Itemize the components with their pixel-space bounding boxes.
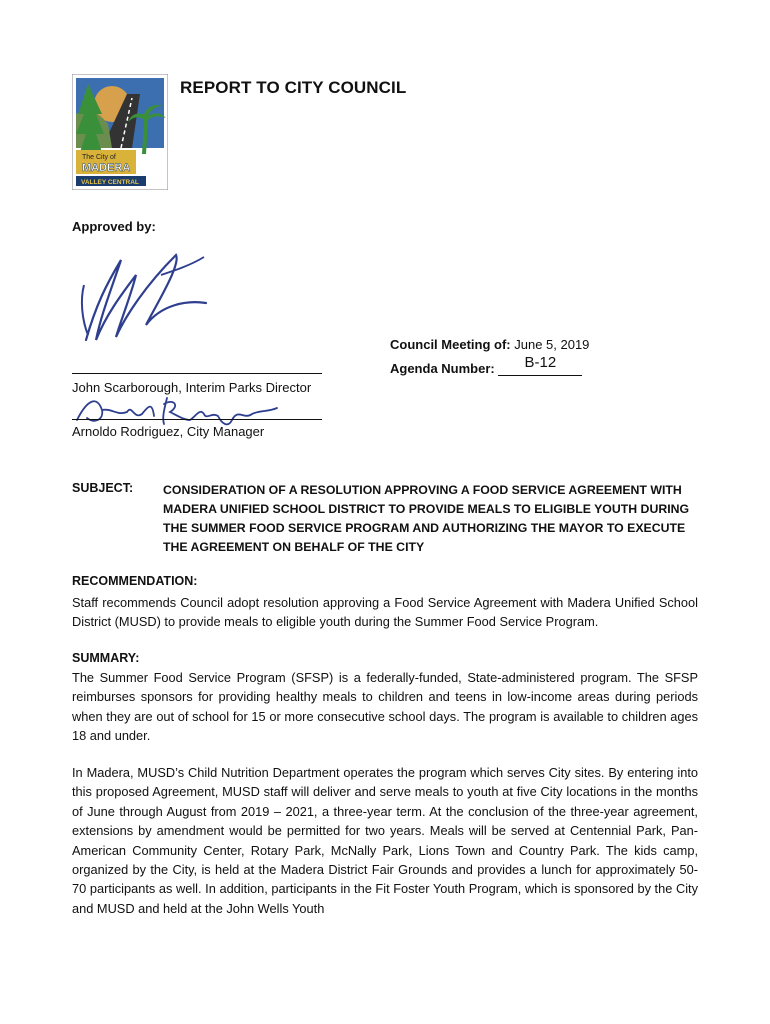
subject-text: CONSIDERATION OF A RESOLUTION APPROVING A FOOD SERVICE AGREEMENT WITH MADERA UNIFIED SCHOOL DISTRICT TO PROVIDE MEALS TO ELIGIBLE YOUTH DURING THE SUMMER FOOD SERVICE PROGRAM AND AUTHORIZING THE MAYOR TO EXECUTE THE AGREEMENT ON BEHALF OF THE CITY (163, 483, 690, 554)
signature-scarborough (66, 245, 216, 345)
recommendation-text: Staff recommends Council adopt resolution approving a Food Service Agreement with Madera Unified School District (MUSD) to provide meals to eligible youth during the Summer Food Service Program. (72, 595, 698, 630)
signature-line-1 (72, 373, 322, 374)
council-meeting (390, 337, 589, 352)
subject-label: SUBJECT: (72, 481, 134, 495)
council-meeting-date: June 5, 2019 (514, 337, 590, 352)
agenda-number (390, 354, 582, 376)
city-of-madera-logo (72, 74, 168, 190)
agenda-number-label: Agenda Number: (390, 361, 495, 376)
agenda-number-field (498, 354, 582, 376)
summary-heading: SUMMARY: (72, 651, 140, 665)
signature-line-2 (72, 419, 322, 420)
council-meeting-label: Council Meeting of: (390, 337, 511, 352)
approved-by-label: Approved by: (72, 219, 156, 234)
recommendation-heading: RECOMMENDATION: (72, 574, 198, 588)
logo-line3: VALLEY CENTRAL (81, 179, 139, 186)
signatory-2-name: Arnoldo Rodriguez, City Manager (72, 424, 265, 439)
summary-paragraph-2: In Madera, MUSD’s Child Nutrition Department operates the program which serves City sites. By entering into this proposed Agreement, MUSD staff will deliver and serve meals to youth at five City locations in the months of June through August from 2019 – 2021, a three-year term. At the conclusion of the three-year agreement, extensions by amendment would be permitted for two years. Meals will be served at Centennial Park, Pan-American Community Center, Rotary Park, McNally Park, Lions Town and Country Park. The kids camp, organized by the City, is held at the Madera District Fair Grounds and provides a lunch for approximately 50-70 participants as well. In addition, participants in the Fit Foster Youth Program, which is sponsored by the City and MUSD and held at the John Wells Youth (72, 765, 698, 916)
page-title: REPORT TO CITY COUNCIL (180, 78, 407, 97)
logo-line2: MADERA (82, 162, 131, 174)
logo-line1: The City of (82, 154, 116, 161)
summary-paragraph-1: The Summer Food Service Program (SFSP) is a federally-funded, State-administered program. The SFSP reimburses sponsors for providing healthy meals to children and teens in low-income areas during periods when they are out of school for 15 or more consecutive school days. The program is available to children ages 18 and under. (72, 670, 698, 744)
signatory-1-name: John Scarborough, Interim Parks Director (72, 380, 312, 395)
agenda-number-value: B-12 (524, 354, 557, 371)
